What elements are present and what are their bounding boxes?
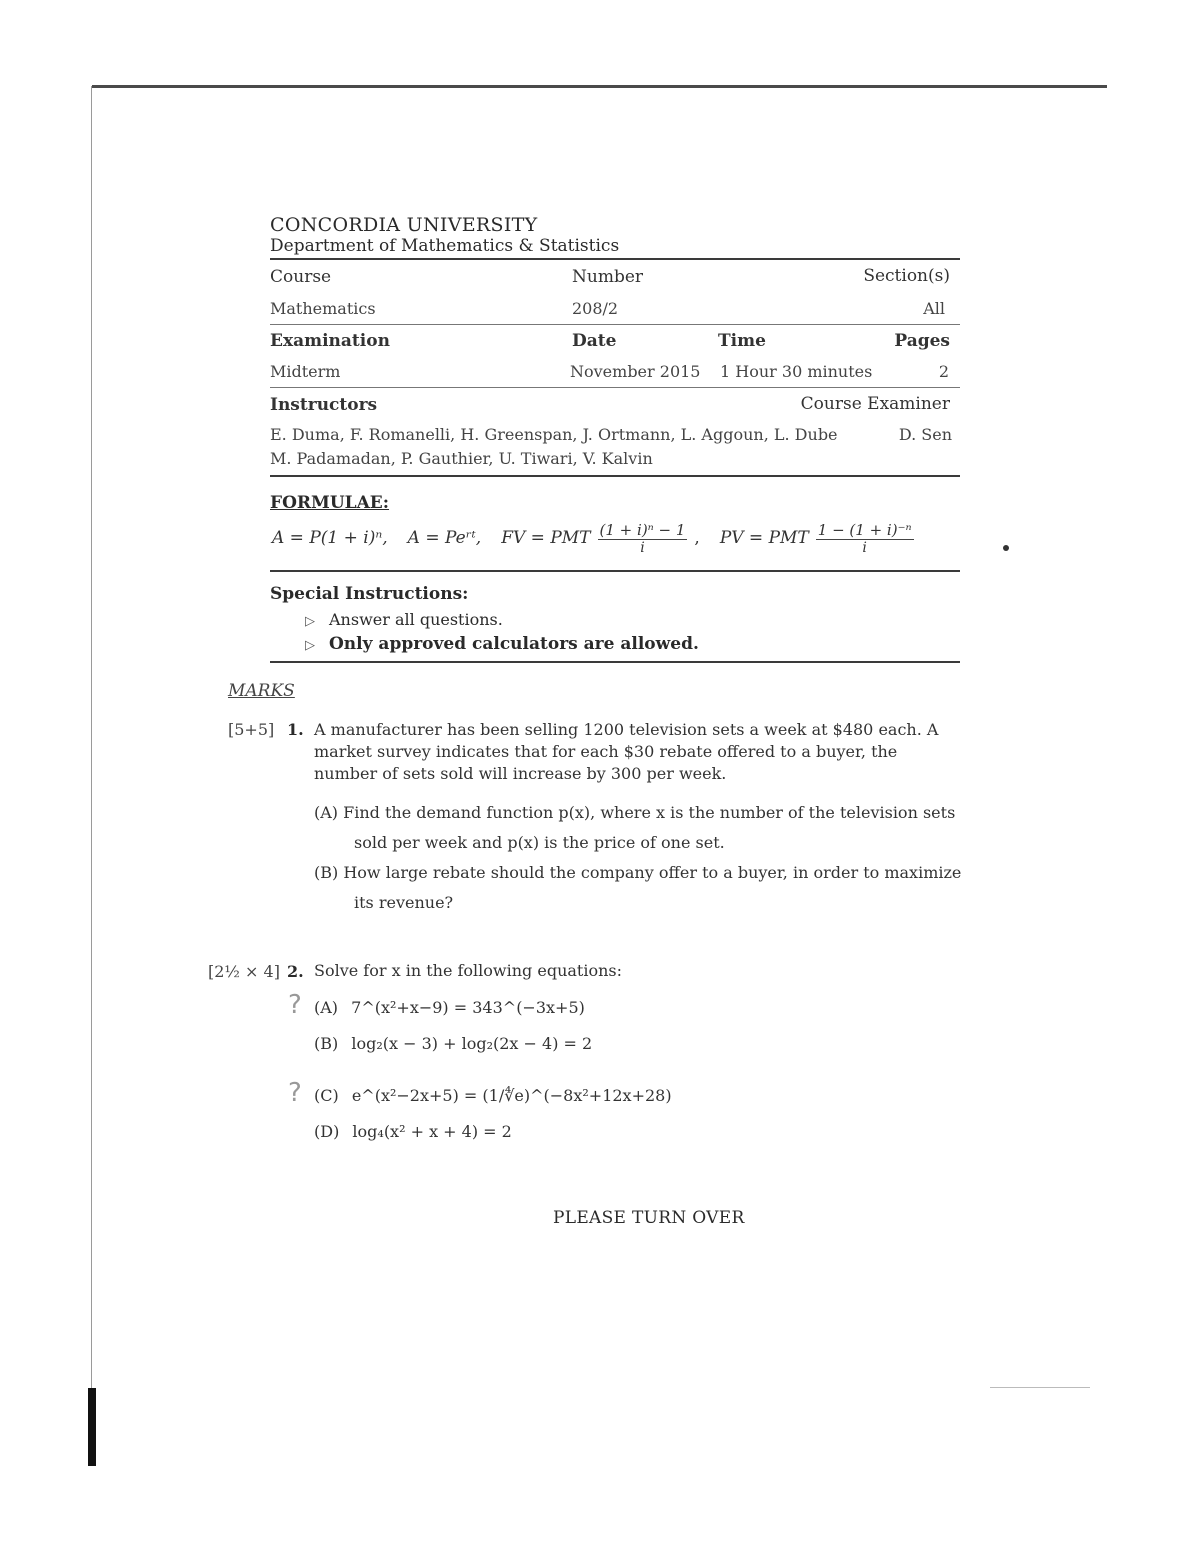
scan-artifact-line	[990, 1387, 1090, 1388]
q1-a-line-2: sold per week and p(x) is the price of one set.	[354, 833, 725, 852]
q1-part-b	[314, 858, 964, 918]
date-value: November 2015	[570, 362, 701, 381]
number-value: 208/2	[572, 299, 619, 318]
table-rule	[270, 475, 960, 477]
q2-c-equation: e^(x²−2x+5) = (1/∜e)^(−8x²+12x+28)	[351, 1086, 672, 1105]
page-top-border	[92, 85, 1107, 88]
exam-value: Midterm	[270, 362, 341, 381]
university-name: CONCORDIA UNIVERSITY	[270, 214, 538, 236]
q2-part-b	[314, 1034, 592, 1053]
instructors-label: Instructors	[270, 395, 378, 415]
exam-label: Examination	[270, 331, 390, 351]
q1-b-line-2: its revenue?	[354, 893, 454, 912]
formula-pv-numerator: 1 − (1 + i)⁻ⁿ	[817, 520, 912, 539]
q1-part-a	[314, 798, 964, 858]
scan-artifact-dot	[1003, 545, 1009, 551]
formulae-row: A = P(1 + i)ⁿ, A = Peʳᵗ, FV = PMT $\frac{\text{(1 + i)ⁿ − 1}}{i}$ , PV = PMT $\frac{\text{1 − (1 + i)⁻ⁿ}}{i}$	[272, 520, 912, 556]
q1-text: A manufacturer has been selling 1200 television sets a week at $480 each. A market survey indicates that for each $30 rebate offered to a buyer, the number of sets sold will increase by 300 per week.	[314, 720, 939, 783]
formula-compound: A = P(1 + i)ⁿ,	[272, 528, 388, 548]
date-label: Date	[572, 331, 617, 351]
instructors-line-2: M. Padamadan, P. Gauthier, U. Tiwari, V. Kalvin	[270, 449, 653, 468]
number-label: Number	[572, 267, 644, 287]
table-rule	[270, 661, 960, 663]
formulae-title: FORMULAE:	[270, 493, 390, 513]
instruction-text-2: Only approved calculators are allowed.	[329, 634, 699, 654]
instruction-text-1: Answer all questions.	[329, 610, 503, 629]
triangle-bullet-icon: ▷	[305, 614, 315, 629]
course-label: Course	[270, 267, 332, 287]
q2-marks: [2½ × 4]	[208, 962, 280, 981]
q2-b-label: (B)	[314, 1034, 339, 1053]
q1-b-line-1: How large rebate should the company offer to a buyer, in order to maximize	[343, 863, 962, 882]
q2-part-d	[314, 1122, 512, 1141]
formula-fv-fraction	[598, 521, 688, 556]
special-instructions-title: Special Instructions:	[270, 584, 469, 604]
instructors-line-1: E. Duma, F. Romanelli, H. Greenspan, J. Ortmann, L. Aggoun, L. Dube	[270, 425, 838, 444]
table-rule	[270, 387, 960, 388]
time-label: Time	[718, 331, 766, 351]
scan-artifact-bar	[88, 1388, 96, 1466]
please-turn-over: PLEASE TURN OVER	[553, 1208, 745, 1228]
formula-fv-lhs: FV = PMT	[501, 528, 591, 548]
q2-c-label: (C)	[314, 1086, 339, 1105]
formula-pv-fraction	[816, 521, 914, 556]
time-value: 1 Hour 30 minutes	[720, 362, 873, 381]
formula-continuous: A = Peʳᵗ,	[407, 528, 482, 548]
q2-a-label: (A)	[314, 998, 339, 1017]
q1-number: 1.	[287, 720, 304, 739]
department-name: Department of Mathematics & Statistics	[270, 236, 620, 256]
q1-a-label: (A)	[314, 803, 339, 822]
course-value: Mathematics	[270, 299, 376, 318]
triangle-bullet-icon: ▷	[305, 638, 315, 653]
table-rule	[270, 258, 960, 260]
formula-pv-lhs: PV = PMT	[719, 528, 809, 548]
formula-fv-denominator: i	[640, 539, 645, 556]
pages-label: Pages	[894, 331, 950, 351]
handwritten-question-mark: ?	[288, 1078, 302, 1108]
sections-label: Section(s)	[863, 266, 950, 286]
q2-b-equation: log₂(x − 3) + log₂(2x − 4) = 2	[351, 1034, 593, 1053]
formula-fv-numerator: (1 + i)ⁿ − 1	[599, 520, 686, 539]
examiner-label: Course Examiner	[800, 394, 950, 414]
q2-part-a	[314, 998, 585, 1017]
instruction-item-2	[305, 634, 699, 654]
q1-b-label: (B)	[314, 863, 339, 882]
marks-heading: MARKS	[228, 681, 295, 701]
q2-number: 2.	[287, 962, 304, 981]
q1-a-line-1: Find the demand function p(x), where x is the number of the television sets	[343, 803, 956, 822]
table-rule	[270, 570, 960, 572]
q2-part-c	[314, 1086, 672, 1105]
q2-a-equation: 7^(x²+x−9) = 343^(−3x+5)	[351, 998, 585, 1017]
formula-pv-denominator: i	[862, 539, 867, 556]
q2-text: Solve for x in the following equations:	[314, 961, 623, 980]
q2-d-label: (D)	[314, 1122, 340, 1141]
page-left-border	[91, 86, 92, 1456]
pages-value: 2	[938, 362, 949, 381]
handwritten-question-mark: ?	[288, 990, 302, 1020]
q1-marks: [5+5]	[228, 720, 275, 739]
sections-value: All	[923, 299, 945, 318]
table-rule	[270, 324, 960, 325]
instruction-item-1	[305, 610, 503, 629]
q2-d-equation: log₄(x² + x + 4) = 2	[352, 1122, 512, 1141]
examiner-value: D. Sen	[898, 425, 952, 444]
